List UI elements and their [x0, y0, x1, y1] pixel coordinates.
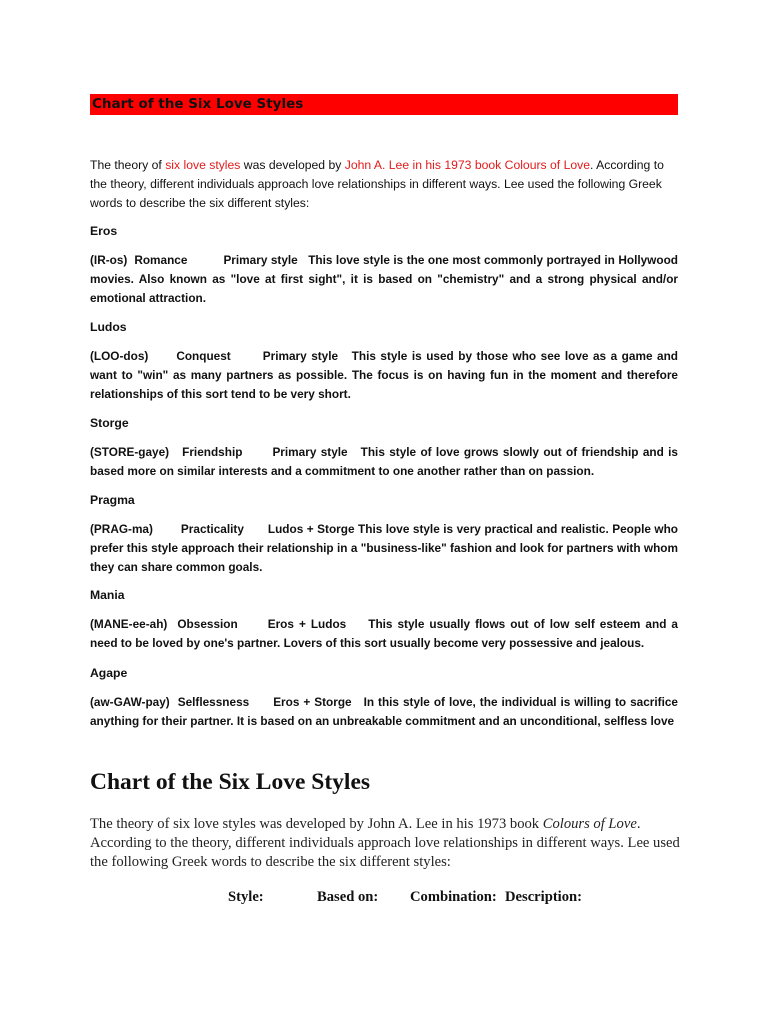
description: This style of love grows slowly out of friendship and is based more on similar interests and a commitment to one another rather than on passion. [90, 445, 678, 478]
style-heading-eros: Eros [90, 224, 118, 238]
style-entry-mania [90, 615, 678, 653]
combination: Primary style [262, 349, 339, 363]
pronunciation: (IR-os) [90, 253, 128, 267]
section-intro-text-1: The theory of six love styles was developed by John A. Lee in his 1973 book [90, 816, 543, 832]
pronunciation: (MANE-ee-ah) [90, 617, 168, 631]
based-on: Obsession [177, 617, 238, 631]
based-on: Conquest [176, 349, 231, 363]
section-intro [90, 815, 690, 872]
combination: Ludos + Storge [267, 522, 355, 536]
based-on: Practicality [180, 522, 244, 536]
intro-link-six-love-styles[interactable]: six love styles [165, 158, 241, 172]
style-heading-agape: Agape [90, 666, 128, 680]
pronunciation: (PRAG-ma) [90, 522, 153, 536]
column-header-style: Style: [228, 889, 264, 905]
column-header-description: Description: [505, 889, 583, 905]
style-heading-mania: Mania [90, 588, 125, 602]
combination: Primary style [272, 445, 348, 459]
style-entry-pragma [90, 520, 678, 577]
based-on: Selflessness [177, 695, 250, 709]
combination: Eros + Storge [273, 695, 352, 709]
style-entry-storge [90, 443, 678, 481]
intro-link-john-lee[interactable]: John A. Lee in his 1973 book Colours of Love [344, 158, 591, 172]
style-heading-ludos: Ludos [90, 320, 127, 334]
section-title: Chart of the Six Love Styles [90, 769, 371, 795]
description: This style is used by those who see love as a game and want to "win" as many partners as possible. The focus is on having fun in the moment and therefore relationships of this sort tend to be very short. [90, 349, 678, 401]
description: This love style is very practical and realistic. People who prefer this style approach their relationship in a "business-like" fashion and look for partners with whom they can share common goals. [90, 522, 678, 574]
column-header-based-on: Based on: [317, 889, 379, 905]
style-entry-agape [90, 693, 678, 731]
intro-paragraph [90, 156, 678, 213]
description: This style usually flows out of low self esteem and a need to be loved by one's partner. Lovers of this sort usually become very possessive and jealous. [90, 617, 678, 650]
based-on: Friendship [182, 445, 243, 459]
description: In this style of love, the individual is willing to sacrifice anything for their partner. It is based on an unbreakable commitment and an unconditional, selfless love [90, 695, 678, 728]
pronunciation: (LOO-dos) [90, 349, 149, 363]
style-entry-ludos [90, 347, 678, 404]
combination: Primary style [223, 253, 298, 267]
title-banner [90, 94, 678, 115]
style-heading-storge: Storge [90, 416, 129, 430]
style-entry-eros [90, 251, 678, 308]
pronunciation: (STORE-gaye) [90, 445, 170, 459]
style-heading-pragma: Pragma [90, 493, 135, 507]
intro-text-3: . According to the theory, different individuals approach love relationships in different ways. Lee used the following Greek words to describe the six different styles: [90, 158, 664, 210]
intro-text-2: was developed by [240, 158, 345, 172]
pronunciation: (aw-GAW-pay) [90, 695, 170, 709]
column-header-combination: Combination: [410, 889, 497, 905]
description: This love style is the one most commonly portrayed in Hollywood movies. Also known as "love at first sight", it is based on "chemistry" and a strong physical and/or emotional attraction. [90, 253, 678, 305]
based-on: Romance [134, 253, 188, 267]
banner-title: Chart of the Six Love Styles [92, 96, 304, 112]
section-intro-text-2: . According to the theory, different individuals approach love relationships in different ways. Lee used the following Greek words to describe the six different styles: [90, 816, 680, 870]
intro-text-1: The theory of [90, 158, 166, 172]
combination: Eros + Ludos [267, 617, 347, 631]
book-title: Colours of Love [542, 816, 637, 832]
